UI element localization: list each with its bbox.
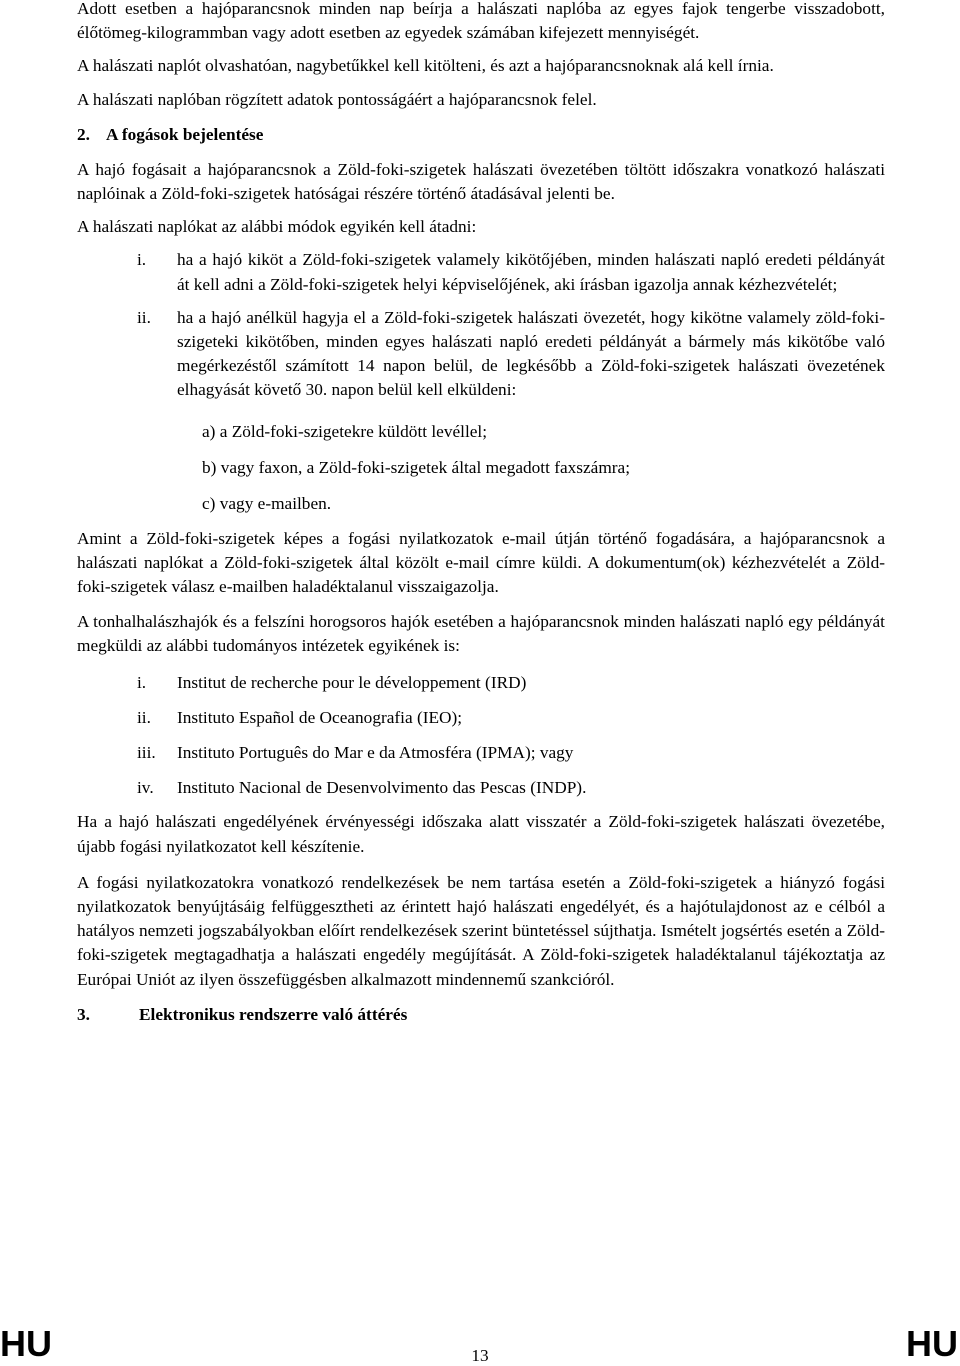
list-marker: ii. — [137, 707, 151, 727]
list-item — [77, 706, 885, 730]
paragraph-discards: Adott esetben a hajóparancsnok minden nap beírja a halászati naplóba az egyes fajok tengerbe visszadobott, élőtömeg-kilogrammban vagy adott esetben az egyedek számában kifejezett mennyiségét. — [77, 0, 885, 43]
paragraph-sanctions: A fogási nyilatkozatokra vonatkozó rendelkezések be nem tartása esetén a Zöld-foki-szigetek a hiányzó fogási nyilatkozatok benyújtásáig felfüggesztheti az érintett hajó halászati engedélyét, és a hajótulajdonost az e célból a hatályos nemzeti jogszabályokban előírt rendelkezések szerint büntetéssel sújthatja. Ismételt jogsértés esetén a Zöld-foki-szigetek megtagadhatja a halászati engedély megújítását. A Zöld-foki-szigetek haladéktalanul tájékoztatja az Európai Uniót az ilyen összefüggésben alkalmazott mindennemű szankcióról. — [77, 872, 885, 989]
paragraph-email: Amint a Zöld-foki-szigetek képes a fogási nyilatkozatok e-mail útján történő fogadására, a hajóparancsnok a halászati naplókat a Zöld-foki-szigetek által közölt e-mail címre küldi. A dokumentum(ok) kézhezvételét a Zöld-foki-szigetek válasz e-mailben haladéktalanul visszaigazolja. — [77, 528, 885, 597]
list-item — [77, 671, 885, 695]
sub-list-item: a) a Zöld-foki-szigetekre küldött levéllel; — [202, 421, 488, 441]
list-item — [77, 741, 885, 765]
section-2-title: A fogások bejelentése — [106, 124, 264, 144]
list-text: Instituto Español de Oceanografia (IEO); — [177, 707, 463, 727]
list-text: Institut de recherche pour le développement (IRD) — [177, 672, 527, 692]
list-text: Instituto Nacional de Desenvolvimento das Pescas (INDP). — [177, 778, 587, 798]
list-marker: i. — [137, 672, 147, 692]
footer-language-right: HU — [906, 1323, 958, 1364]
list-marker: ii. — [137, 307, 151, 327]
section-3-title: Elektronikus rendszerre való áttérés — [139, 1004, 408, 1024]
sub-list-item: b) vagy faxon, a Zöld-foki-szigetek által megadott faxszámra; — [202, 457, 631, 477]
section-3-number: 3. — [77, 1004, 90, 1024]
list-marker: i. — [137, 250, 147, 270]
sub-list-item: c) vagy e-mailben. — [202, 493, 332, 513]
document-page — [77, 0, 885, 1027]
list-text: ha a hajó kiköt a Zöld-foki-szigetek valamely kikötőjében, minden halászati napló eredeti példányát át kell adni a Zöld-foki-szigetek helyi képviselőjének, aki írásban igazolja annak kézhezvételét; — [177, 250, 885, 294]
footer-language-left: HU — [0, 1323, 52, 1364]
list-marker: iv. — [137, 778, 154, 798]
list-text: Instituto Português do Mar e da Atmosféra (IPMA); vagy — [177, 743, 574, 763]
list-item — [77, 776, 885, 800]
paragraph-submission-methods: A halászati naplókat az alábbi módok egyikén kell átadni: — [77, 217, 477, 237]
paragraph-accuracy: A halászati naplóban rögzített adatok pontosságáért a hajóparancsnok felel. — [77, 89, 597, 109]
section-2-heading — [77, 123, 885, 147]
paragraph-legibility: A halászati naplót olvashatóan, nagybetűkkel kell kitölteni, és azt a hajóparancsnoknak alá kell írnia. — [77, 56, 774, 76]
paragraph-tuna-vessels: A tonhalhalászhajók és a felszíni horogsoros hajók esetében a hajóparancsnok minden halászati napló egy példányát megküldi az alábbi tudományos intézetek egyikének is: — [77, 612, 885, 656]
list-marker: iii. — [137, 743, 156, 763]
section-3-heading — [77, 1003, 885, 1027]
list-item — [77, 306, 885, 403]
page-number: 13 — [471, 1346, 489, 1365]
list-item — [77, 248, 885, 296]
list-text: ha a hajó anélkül hagyja el a Zöld-foki-szigetek halászati övezetét, hogy kikötne valamely zöld-foki-szigeteki kikötőben, minden egyes halászati napló eredeti példányát a bármely más kikötőbe való megérkezéstől számított 14 napon belül, de legkésőbb a Zöld-foki-szigetek halászati övezetének elhagyását követő 30. napon belül kell elküldeni: — [177, 307, 885, 400]
paragraph-return-to-zone: Ha a hajó halászati engedélyének érvényességi időszaka alatt visszatér a Zöld-foki-szigetek halászati övezetébe, újabb fogási nyilatkozatot kell készítenie. — [77, 812, 885, 856]
section-2-number: 2. — [77, 124, 90, 144]
paragraph-catch-reporting: A hajó fogásait a hajóparancsnok a Zöld-foki-szigetek halászati övezetében töltött időszakra vonatkozó halászati naplóinak a Zöld-foki-szigetek hatóságai részére történő átadásával jelenti be. — [77, 159, 885, 204]
